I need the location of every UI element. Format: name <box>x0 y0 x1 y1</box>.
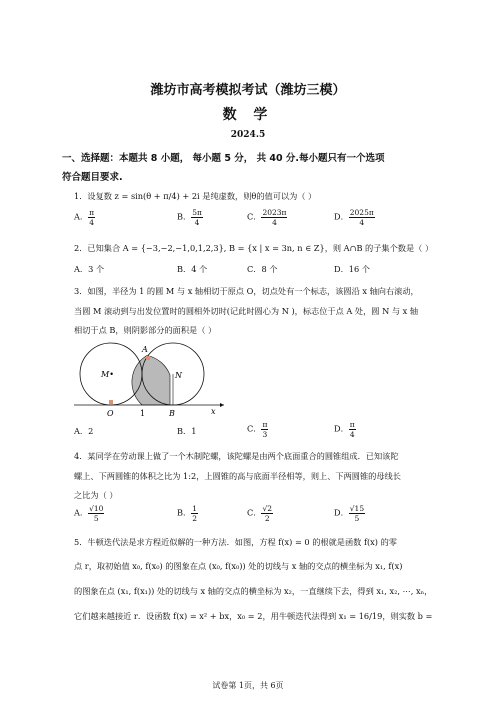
label-m: M• <box>101 370 114 379</box>
marker-o <box>109 400 113 404</box>
label-b: B <box>169 409 175 418</box>
q4-option-b: B． $\frac{1}{2}$ <box>177 504 197 523</box>
q4-stem-line2: 螺上、下两圆锥的体积之比为 1:2，上圆锥的高与底面半径相等，则上、下两圆锥的母线长 <box>74 471 401 481</box>
section-heading: 一、选择题：本题共 8 小题， 每小题 5 分， 共 40 分.每小题只有一个选项 <box>62 153 385 164</box>
marker-a <box>146 356 150 360</box>
q3-option-b: B．1 <box>177 426 197 436</box>
q3-figure <box>74 340 234 422</box>
q2-option-d: D．16 个 <box>334 264 370 274</box>
exam-title: 潍坊市高考模拟考试（潍坊三模） <box>150 83 346 98</box>
label-o: O <box>107 409 114 418</box>
q3-stem-line2: 当圆 M 滚动到与出发位置时的圆相外切时(记此时圆心为 N )，标志位于点 A 处，圆 N 与 x 轴 <box>74 306 419 316</box>
q1-stem: 1．设复数 z = sin(θ + π/4) + 2i 是纯虚数，则θ的值可以为（ ） <box>74 191 317 201</box>
q2-option-b: B．4 个 <box>177 264 208 274</box>
shaded-region <box>132 356 170 406</box>
q5-stem-line2: 点 r，取初始值 x₀, f(x₀) 的图象在点 (x₀, f(x₀)) 处的切线与 x 轴的交点的横坐标为 x₁, f(x) <box>74 561 403 571</box>
q4-stem-line3: 之比为（ ） <box>74 490 118 500</box>
page-footer: 试卷第 1页，共 6页 <box>212 681 284 690</box>
q5-stem-line3: 的图象在点 (x₁, f(x₁)) 处的切线与 x 轴的交点的横坐标为 x₂，一直继续下去，得到 x₁, x₂, ⋯, xₙ， <box>74 586 433 596</box>
label-x: x <box>211 407 216 416</box>
x-axis-arrow <box>220 403 224 407</box>
label-1: 1 <box>140 409 146 418</box>
q4-option-a: A． $\frac{√10}{5}$ <box>74 504 104 523</box>
section-heading-cont: 符合题目要求. <box>62 172 123 183</box>
q4-option-d: D． $\frac{√15}{5}$ <box>334 504 365 523</box>
subject-title: 数 学 <box>222 107 274 123</box>
q1-option-a: A． $\frac{\pi}{4}$ <box>74 208 95 227</box>
q3-stem-line3: 相切于点 B，则阴影部分的面积是（ ） <box>74 325 217 335</box>
q4-option-c: C． $\frac{√2}{2}$ <box>247 504 273 523</box>
q3-option-d: D． $\frac{\pi}{4}$ <box>334 420 355 439</box>
label-a: A <box>142 345 148 354</box>
q1-option-b: B． $\frac{5\pi}{4}$ <box>177 208 202 227</box>
q3-option-c: C． $\frac{\pi}{3}$ <box>247 420 268 439</box>
q4-stem-line1: 4．某同学在劳动课上做了一个木制陀螺，该陀螺是由两个底面重合的圆锥组成．已知该陀 <box>74 451 399 461</box>
q5-stem-line4: 它们越来越接近 r．设函数 f(x) = x² + bx，x₀ = 2，用牛顿迭代法得到 x₁ = 16/19，则实数 b = <box>74 611 433 621</box>
q1-option-d: D． $\frac{2025\pi}{4}$ <box>334 208 374 227</box>
q3-stem-line1: 3．如图，半径为 1 的圆 M 与 x 轴相切于原点 O，切点处有一个标志，该圆沿 x 轴向右滚动， <box>74 286 419 296</box>
exam-date: 2024.5 <box>230 130 266 140</box>
q3-option-a: A．2 <box>74 426 94 436</box>
q2-stem: 2．已知集合 A = {−3,−2,−1,0,1,2,3}, B = {x | x = 3n, n ∈ Z}，则 A∩B 的子集个数是（ ） <box>74 243 434 253</box>
q2-option-a: A．3 个 <box>74 264 105 274</box>
q5-stem-line1: 5．牛顿迭代法是求方程近似解的一种方法．如图，方程 f(x) = 0 的根就是函数 f(x) 的零 <box>74 537 397 547</box>
q2-option-c: C．8 个 <box>247 264 278 274</box>
q1-option-c: C． $\frac{2023\pi}{4}$ <box>247 208 287 227</box>
label-n: N <box>175 371 182 380</box>
